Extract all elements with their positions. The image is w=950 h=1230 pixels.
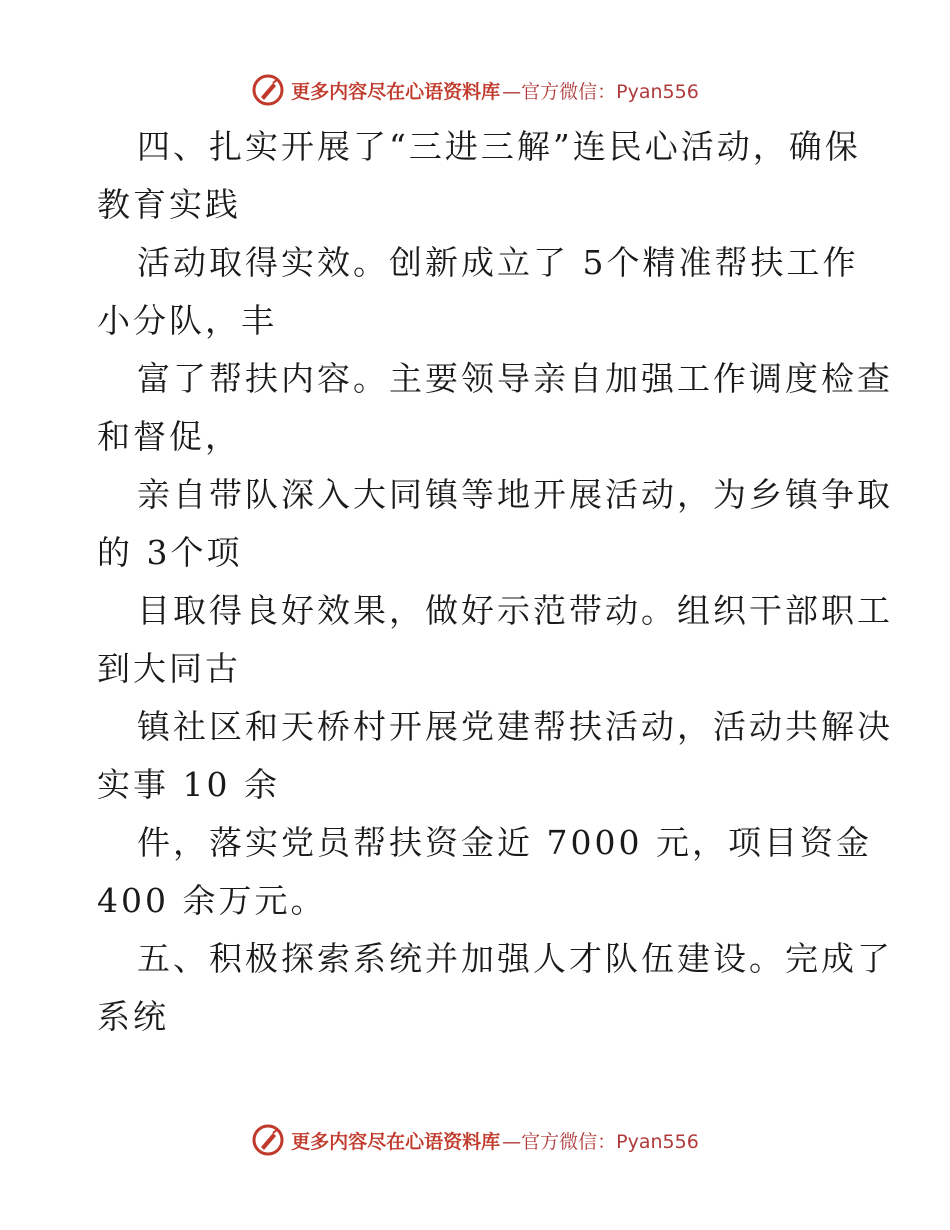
pen-logo-icon <box>251 73 285 107</box>
footer-wechat-text: —官方微信：Pyan556 <box>502 1130 699 1153</box>
body-line: 件，落实党员帮扶资金近 7000 元，项目资金 <box>137 823 872 862</box>
body-line: 和督促， <box>97 417 241 456</box>
body-line: 400 余万元。 <box>97 881 327 920</box>
footer-watermark <box>0 1120 950 1160</box>
body-line: 活动取得实效。创新成立了 5个精准帮扶工作 <box>137 243 859 282</box>
body-line: 亲自带队深入大同镇等地开展活动，为乡镇争取 <box>137 475 893 514</box>
body-line: 教育实践 <box>97 185 241 224</box>
body-line: 实事 10 余 <box>97 765 280 804</box>
body-line: 五、积极探索系统并加强人才队伍建设。完成了 <box>137 939 893 978</box>
document-body <box>97 118 893 1046</box>
body-line: 小分队，丰 <box>97 301 277 340</box>
header-watermark <box>0 70 950 110</box>
body-line: 的 3个项 <box>97 533 243 572</box>
footer-brand-text: 更多内容尽在心语资料库 <box>291 1130 501 1153</box>
body-line: 系统 <box>97 997 169 1036</box>
body-line: 到大同古 <box>97 649 241 688</box>
body-line: 目取得良好效果，做好示范带动。组织干部职工 <box>137 591 893 630</box>
pen-logo-icon <box>251 1123 285 1157</box>
body-line: 四、扎实开展了“三进三解”连民心活动，确保 <box>137 127 861 166</box>
body-line: 镇社区和天桥村开展党建帮扶活动，活动共解决 <box>137 707 893 746</box>
header-wechat-text: —官方微信：Pyan556 <box>502 80 699 103</box>
body-line: 富了帮扶内容。主要领导亲自加强工作调度检查 <box>137 359 893 398</box>
header-brand-text: 更多内容尽在心语资料库 <box>291 80 501 103</box>
